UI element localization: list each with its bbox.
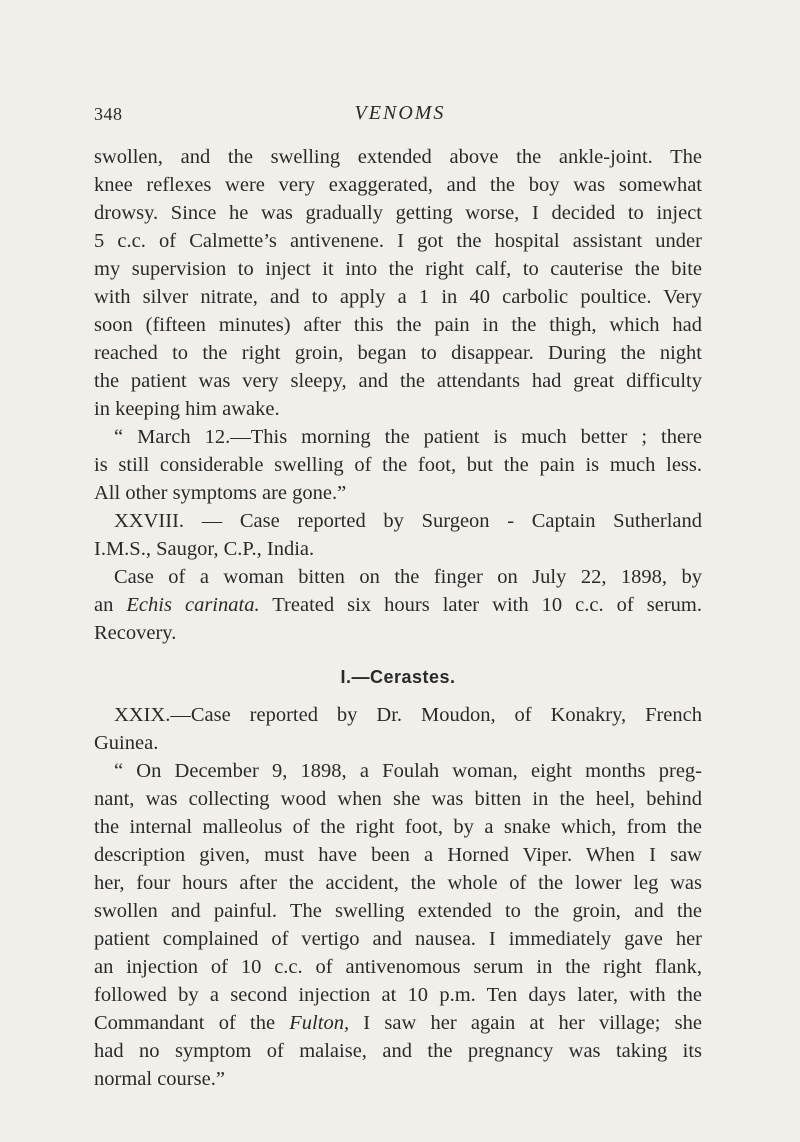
text-line: with silver nitrate, and to apply a 1 in 40 carbolic poultice. Very: [94, 286, 702, 308]
text-segment: an: [94, 594, 127, 616]
body-text: [94, 143, 702, 1093]
text-line: Guinea.: [94, 732, 159, 754]
page-number: 348: [94, 104, 123, 124]
text-line: 5 c.c. of Calmette’s antivenene. I got the hospital assistant under: [94, 230, 702, 252]
text-line: [94, 591, 702, 619]
text-line: had no symptom of malaise, and the pregnancy was taking its: [94, 1040, 702, 1062]
text-line: drowsy. Since he was gradually getting worse, I decided to inject: [94, 202, 702, 224]
text-segment: Treated six hours later with 10 c.c. of serum.: [259, 594, 702, 616]
case-heading-line: XXVIII. — Case reported by Surgeon - Captain Sutherland: [114, 510, 702, 532]
text-line: [94, 1009, 702, 1037]
text-line: Case of a woman bitten on the finger on July 22, 1898, by: [114, 566, 702, 588]
text-line: an injection of 10 c.c. of antivenomous serum in the right flank,: [94, 956, 702, 978]
text-line: I.M.S., Saugor, C.P., India.: [94, 538, 315, 560]
text-line: description given, must have been a Horned Viper. When I saw: [94, 844, 702, 866]
text-line: swollen, and the swelling extended above the ankle-joint. The: [94, 146, 702, 168]
text-line: is still considerable swelling of the foot, but the pain is much less.: [94, 454, 702, 476]
ship-name: Fulton,: [289, 1012, 350, 1034]
text-line: soon (fifteen minutes) after this the pain in the thigh, which had: [94, 314, 702, 336]
text-line: All other symptoms are gone.”: [94, 482, 347, 504]
running-head: VENOMS: [354, 102, 446, 124]
text-line: followed by a second injection at 10 p.m. Ten days later, with the: [94, 984, 702, 1006]
species-name: Echis carinata.: [126, 594, 260, 616]
text-line: nant, was collecting wood when she was bitten in the heel, behind: [94, 788, 702, 810]
text-line: patient complained of vertigo and nausea. I immediately gave her: [94, 928, 702, 950]
text-line: Recovery.: [94, 622, 177, 644]
text-line: normal course.”: [94, 1068, 225, 1090]
text-line: the internal malleolus of the right foot, by a snake which, from the: [94, 816, 702, 838]
text-line: knee reflexes were very exaggerated, and the boy was somewhat: [94, 174, 702, 196]
page-header: [0, 98, 800, 128]
text-line: her, four hours after the accident, the whole of the lower leg was: [94, 872, 702, 894]
section-heading: I.—Cerastes.: [340, 667, 456, 687]
text-line: the patient was very sleepy, and the attendants had great difficulty: [94, 370, 702, 392]
text-line: swollen and painful. The swelling extended to the groin, and the: [94, 900, 702, 922]
text-segment: I saw her again at her village; she: [349, 1012, 702, 1034]
text-line: “ March 12.—This morning the patient is much better ; there: [114, 426, 702, 448]
case-heading-line: XXIX.—Case reported by Dr. Moudon, of Konakry, French: [114, 704, 702, 726]
text-line: reached to the right groin, began to disappear. During the night: [94, 342, 702, 364]
text-line: in keeping him awake.: [94, 398, 280, 420]
text-line: “ On December 9, 1898, a Foulah woman, eight months preg-: [114, 760, 702, 782]
text-segment: Commandant of the: [94, 1012, 290, 1034]
text-line: my supervision to inject it into the right calf, to cauterise the bite: [94, 258, 702, 280]
